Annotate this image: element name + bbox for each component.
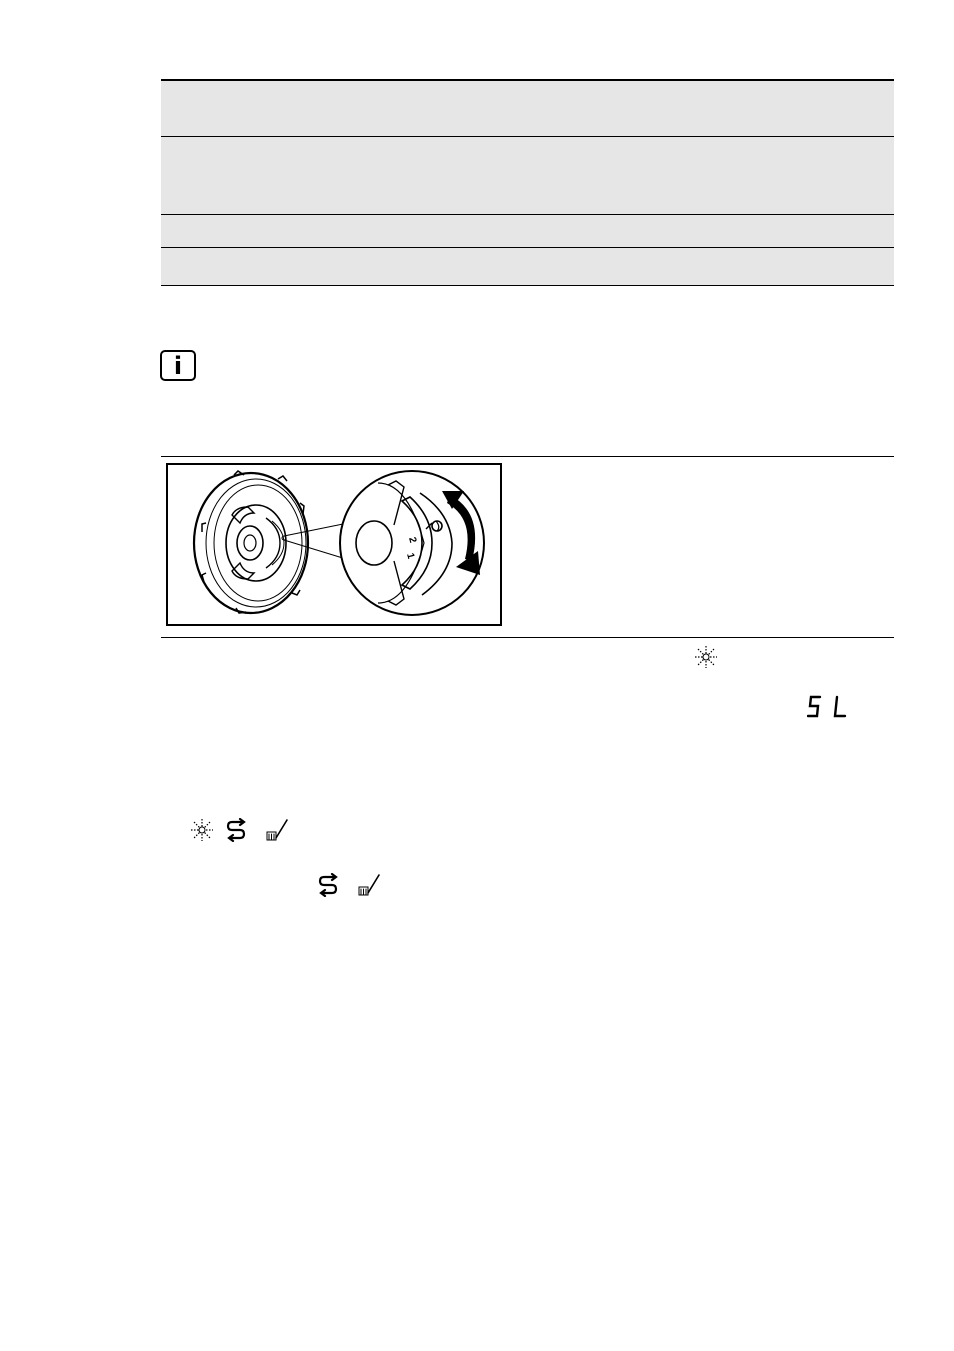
table-row <box>161 215 894 248</box>
dial-label-2: 2 <box>406 535 419 545</box>
section-rule-top <box>161 456 894 457</box>
sun-burst-icon <box>190 818 214 842</box>
section-rule-bottom <box>161 637 894 638</box>
table-row <box>161 248 894 286</box>
rinse-aid-icon <box>318 873 340 897</box>
salt-brush-icon <box>264 818 290 842</box>
info-icon-glyph: i <box>173 351 183 380</box>
segment-display-sl-icon <box>807 695 847 719</box>
info-icon <box>160 350 196 381</box>
dial-label-1: 1 <box>404 551 417 561</box>
table-row <box>161 137 894 215</box>
salt-brush-icon <box>356 873 382 897</box>
settings-table <box>161 79 894 286</box>
sun-burst-icon <box>694 645 718 669</box>
table-row <box>161 81 894 137</box>
water-hardener-dial-illustration <box>166 463 502 626</box>
rinse-aid-icon <box>226 818 248 842</box>
